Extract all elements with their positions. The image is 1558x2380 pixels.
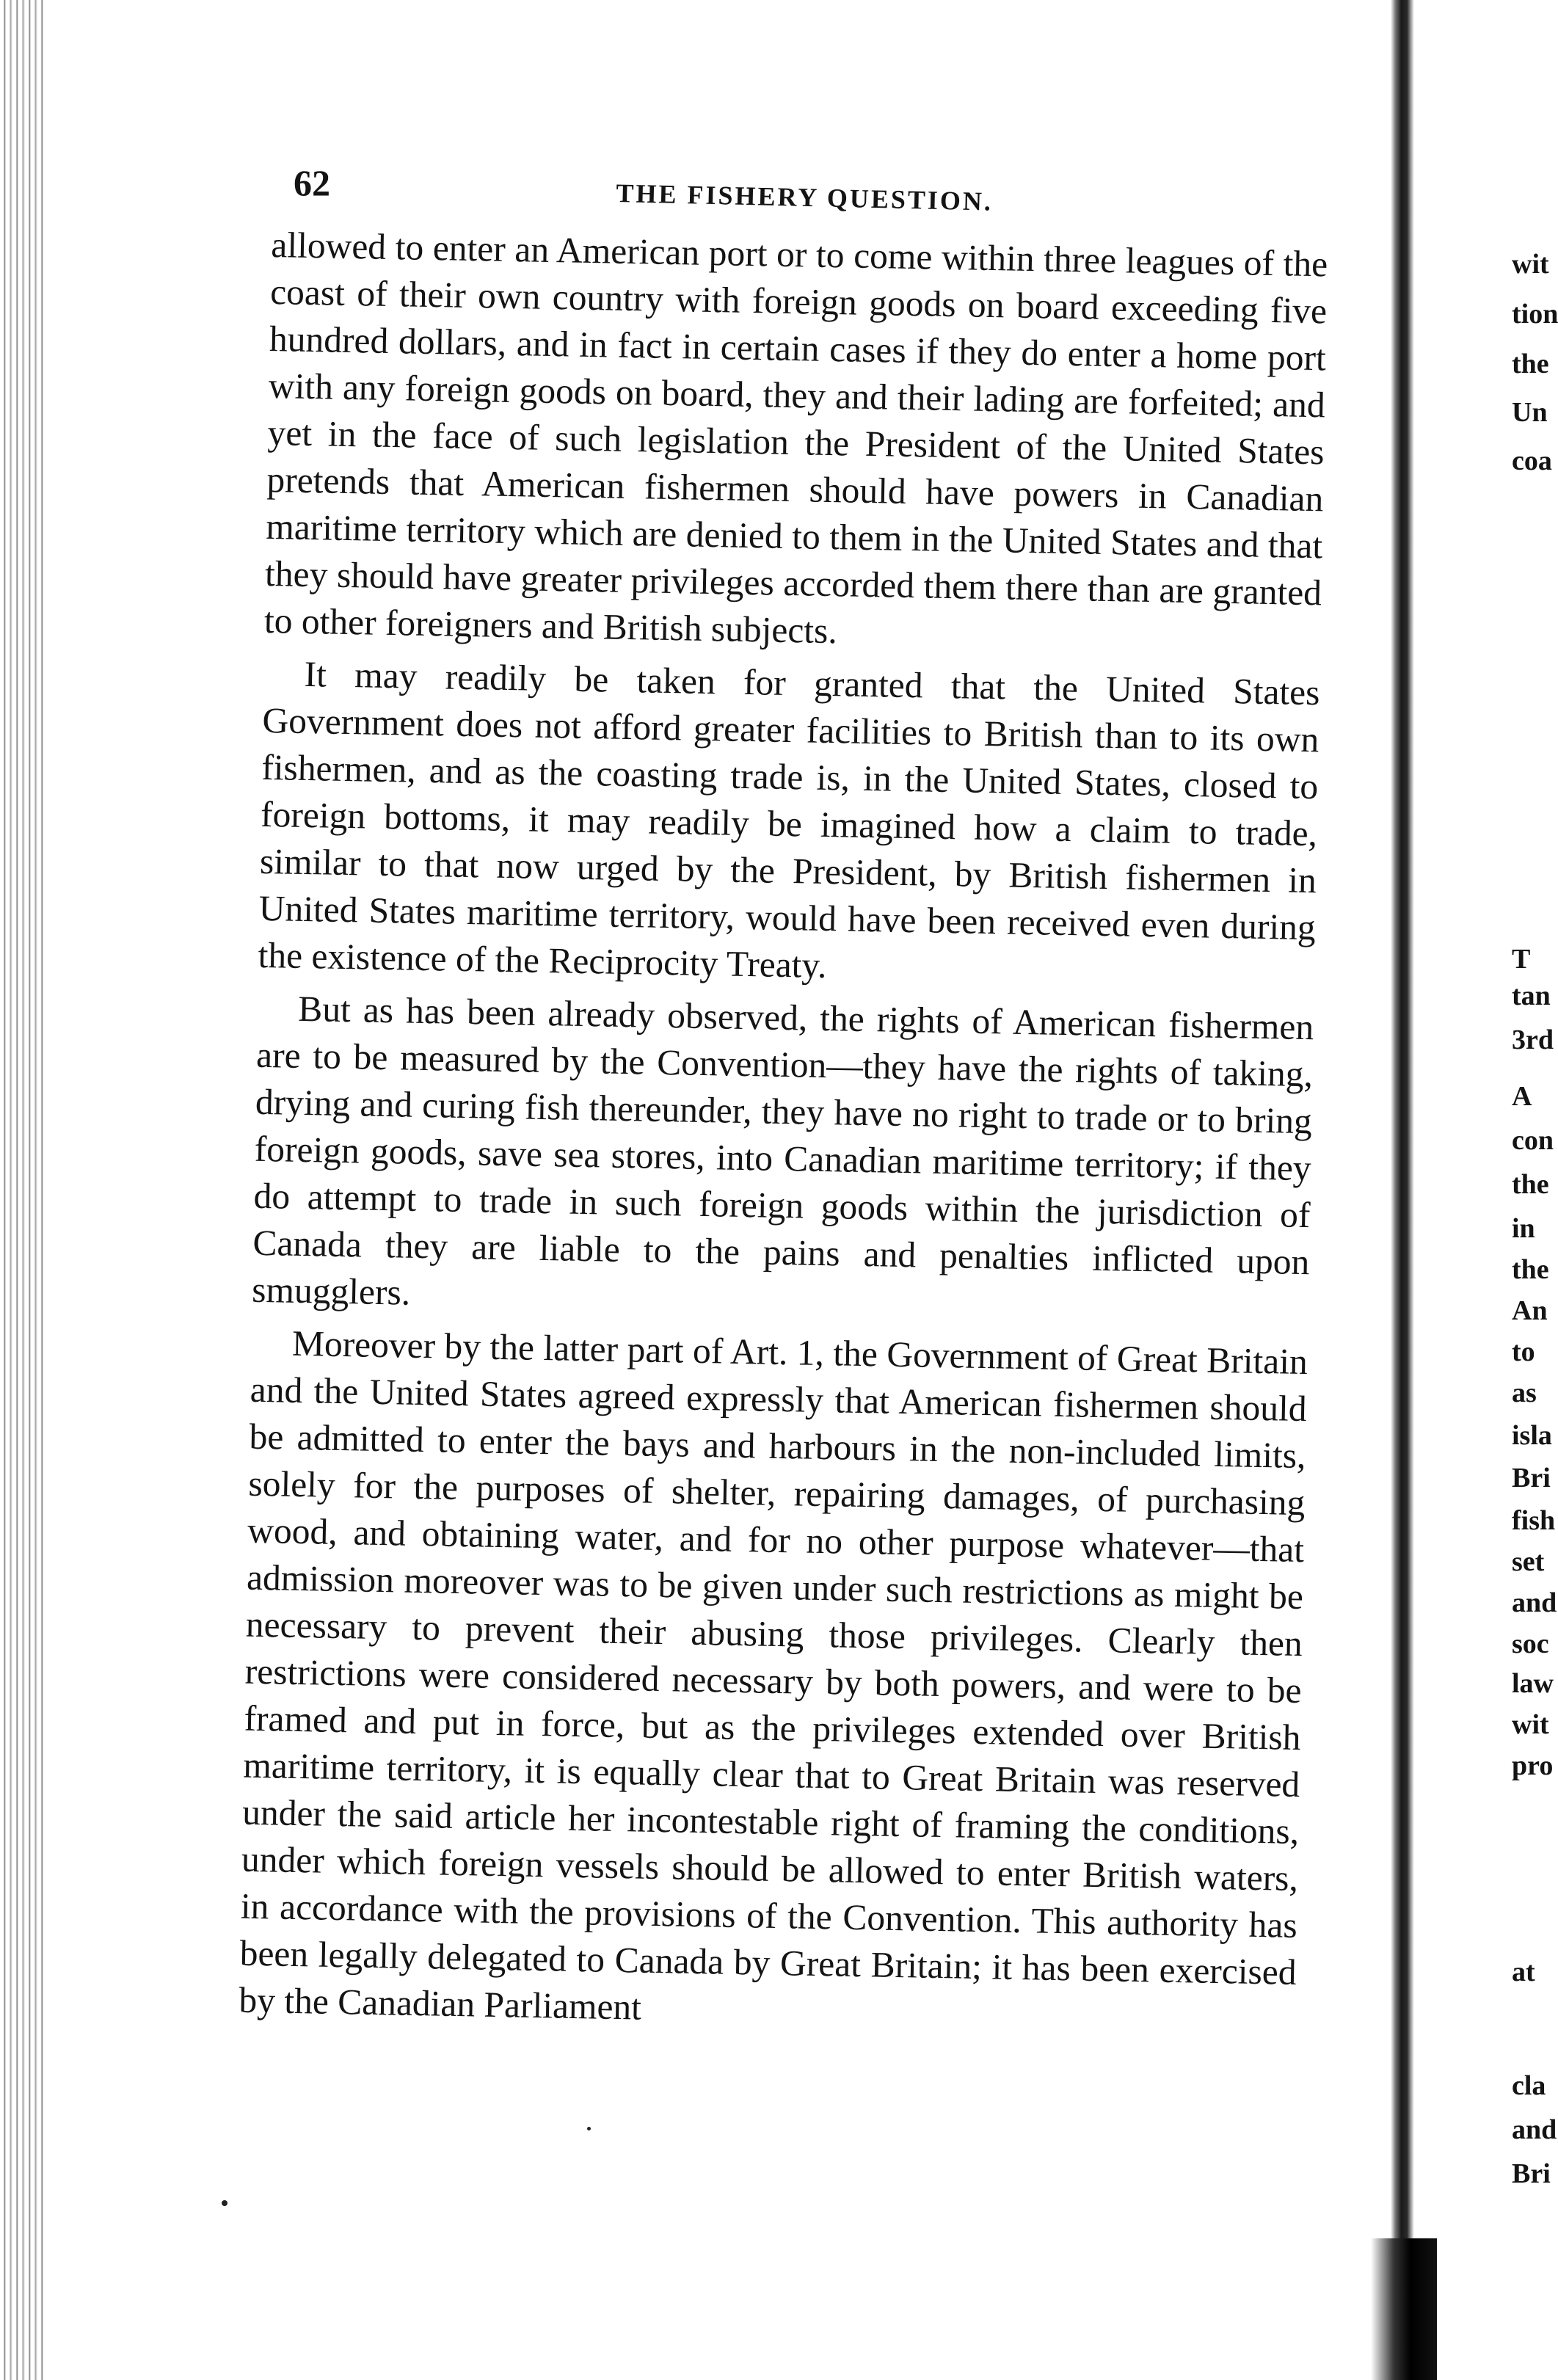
facing-fragment: Bri (1512, 1463, 1551, 1493)
facing-fragment: cla (1512, 2070, 1546, 2101)
facing-fragment: isla (1512, 1420, 1552, 1451)
running-title: THE FISHERY QUESTION. (616, 178, 994, 216)
facing-fragment: the (1512, 349, 1549, 379)
facing-fragment: fish (1512, 1505, 1556, 1536)
facing-fragment: T (1512, 944, 1531, 975)
facing-fragment: 3rd (1512, 1025, 1554, 1055)
facing-fragment: A (1512, 1081, 1532, 1112)
facing-fragment: and (1512, 2114, 1557, 2145)
facing-fragment: coa (1512, 445, 1552, 476)
paragraph-1: allowed to enter an American port or to come within three leagues of the coast of their own country with foreign goods on board exceeding five hundred dollars, and in fact in certain cases if they do enter a home port with any foreign goods on board, they and their lading are forfeited; and yet in the face of such legislation the President of the United States pretends that American fishermen should have powers in Canadian maritime territory which are denied to them in the United States and that they should have greater privileges accorded them there than are granted to other foreigners and British subjects. (263, 224, 1328, 652)
facing-fragment: as (1512, 1378, 1537, 1408)
facing-fragment: wit (1512, 249, 1549, 280)
paragraph-4: Moreover by the latter part of Art. 1, the Government of Great Britain and the United States agreed expressly that American fishermen should be admitted to enter the bays and harbours in the non-included limits, solely for the purposes of shelter, repairing damages, of purchasing wood, and obtaining water, and for no other purpose whatever—that admission moreover was to be given under such restrictions as might be necessary to prevent their abusing those privileges. Clearly then restrictions were considered necessary by both powers, and were to be framed and put in force, but as the privileges extended over British maritime territory, it is equally clear that to Great Britain was reserved under the said article her incontestable right of framing the conditions, under which foreign vessels should be allowed to enter British waters, in accordance with the provisions of the Convention. This authority has been legally delegated to Canada by Great Britain; it has been exercised by the Canadian Parliament (239, 1322, 1308, 2028)
facing-fragment: and (1512, 1587, 1557, 1618)
facing-fragment: wit (1512, 1709, 1549, 1740)
paragraph-2: It may readily be taken for granted that the United States Government does not afford greater facilities to British than to its own fishermen, and as the coasting trade is, in the United States, closed to foreign bottoms, it may readily be imagined how a claim to trade, similar to that now urged by the President, by British fishermen in United States maritime territory, would have been received even during the existence of the Reciprocity Treaty. (258, 653, 1320, 986)
facing-fragment: to (1512, 1336, 1535, 1367)
facing-fragment: the (1512, 1254, 1549, 1285)
page-fold (1391, 0, 1414, 2380)
facing-fragment: soc (1512, 1628, 1549, 1659)
facing-fragment: con (1512, 1125, 1554, 1156)
body-text (239, 222, 1328, 2049)
running-head (272, 161, 1343, 216)
ink-speck (587, 2127, 591, 2130)
paragraph-3: But as has been already observed, the rights of American fishermen are to be measured by the Convention—they have the rights of taking, drying and curing fish thereunder, they have no right to trade or to bring foreign goods, save sea stores, into Canadian maritime territory; if they do attempt to trade in such foreign goods within the jurisdiction of Canada they are liable to the pains and penalties inflicted upon smugglers. (251, 988, 1314, 1313)
facing-fragment: pro (1512, 1750, 1554, 1781)
facing-fragment: the (1512, 1169, 1549, 1200)
facing-fragment: Bri (1512, 2158, 1551, 2189)
facing-fragment: set (1512, 1546, 1545, 1577)
binding-gutter (0, 0, 44, 2380)
ink-speck (222, 2200, 227, 2206)
facing-page-edge (1512, 0, 1558, 2380)
page-fold-shadow (1371, 2238, 1437, 2380)
facing-fragment: at (1512, 1957, 1535, 1987)
page-number: 62 (294, 162, 330, 203)
facing-fragment: An (1512, 1295, 1548, 1326)
facing-fragment: tion (1512, 299, 1558, 330)
facing-fragment: Un (1512, 397, 1548, 428)
facing-fragment: tan (1512, 980, 1551, 1011)
facing-fragment: law (1512, 1668, 1554, 1699)
facing-fragment: in (1512, 1213, 1535, 1244)
